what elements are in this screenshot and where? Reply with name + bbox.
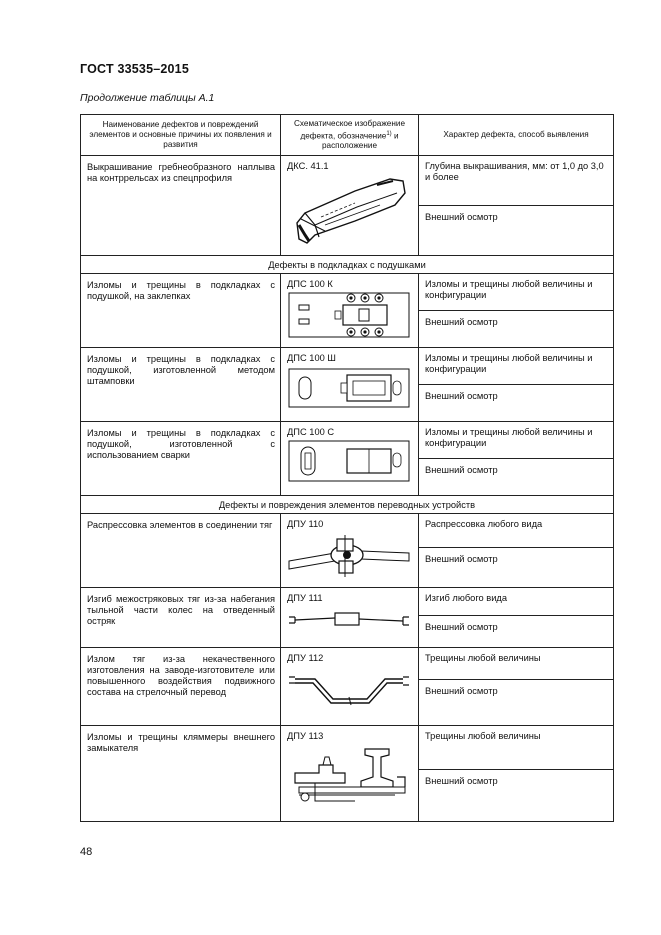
welded-pad-plate-drawing	[285, 439, 413, 483]
document-code: ГОСТ 33535–2015	[80, 62, 189, 76]
defect-character: Изломы и трещины любой величины и конфигурации	[419, 274, 614, 311]
rod-joint-drawing	[285, 531, 413, 579]
defect-character: Трещины любой величины	[419, 726, 614, 770]
table-row	[81, 514, 614, 548]
defect-name: Распрессовка элементов в соединении тяг	[81, 514, 281, 588]
defect-name: Изломы и трещины в подкладках с подушкой, на заклепках	[81, 274, 281, 348]
column-header-schematic-main: Схематическое изображение дефекта, обозначение	[293, 118, 406, 141]
defect-code: ДПС 100 Ш	[287, 353, 336, 363]
detection-method: Внешний осмотр	[419, 385, 614, 422]
column-header-schematic-tail: и расположение	[321, 131, 399, 151]
bent-switch-rod-drawing	[285, 605, 413, 635]
table-row	[81, 648, 614, 680]
footnote-mark: 1)	[386, 130, 392, 137]
defect-name: Излом тяг из-за некачественного изготовления на заводе-изготовителе или повышенного воздействия подвижного состава на стрелочный перевод	[81, 648, 281, 726]
table-header-row	[81, 115, 614, 156]
defect-name: Изломы и трещины в подкладках с подушкой, изготовленной с использованием сварки	[81, 422, 281, 496]
defect-schematic-cell	[281, 156, 419, 256]
defect-code: ДПУ 112	[287, 653, 324, 663]
defect-character: Изломы и трещины любой величины и конфигурации	[419, 422, 614, 459]
table-row	[81, 274, 614, 311]
section-row	[81, 256, 614, 274]
table-row	[81, 726, 614, 770]
broken-rod-drawing	[285, 665, 413, 709]
defect-name: Выкрашивание гребнеобразного наплыва на контррельсах из спецпрофиля	[81, 156, 281, 256]
defect-character: Трещины любой величины	[419, 648, 614, 680]
table-row	[81, 156, 614, 206]
detection-method: Внешний осмотр	[419, 548, 614, 588]
defect-code: ДПУ 113	[287, 731, 324, 741]
defect-code: ДПУ 111	[287, 593, 323, 603]
defect-character: Изломы и трещины любой величины и конфигурации	[419, 348, 614, 385]
table-row	[81, 422, 614, 459]
section-row	[81, 496, 614, 514]
defects-table	[80, 114, 614, 822]
section-title: Дефекты в подкладках с подушками	[81, 256, 614, 274]
column-header-name: Наименование дефектов и повреждений элементов и основные причины их появления и развития	[81, 115, 281, 156]
detection-method: Внешний осмотр	[419, 206, 614, 256]
page-number: 48	[80, 846, 93, 858]
table-row	[81, 588, 614, 616]
detection-method: Внешний осмотр	[419, 680, 614, 726]
defect-schematic-cell	[281, 422, 419, 496]
defect-schematic-cell	[281, 274, 419, 348]
defect-schematic-cell	[281, 648, 419, 726]
defect-code: ДПС 100 К	[287, 279, 333, 289]
column-header-character: Характер дефекта, способ выявления	[419, 115, 614, 156]
guard-rail-profile-drawing	[285, 173, 413, 251]
defect-schematic-cell	[281, 588, 419, 648]
defect-name: Изломы и трещины в подкладках с подушкой, изготовленной методом штамповки	[81, 348, 281, 422]
table-row	[81, 348, 614, 385]
detection-method: Внешний осмотр	[419, 459, 614, 496]
defect-code: ДПС 100 С	[287, 427, 335, 437]
section-title: Дефекты и повреждения элементов переводных устройств	[81, 496, 614, 514]
defect-name: Изломы и трещины кляммеры внешнего замыкателя	[81, 726, 281, 822]
defect-code: ДПУ 110	[287, 519, 324, 529]
detection-method: Внешний осмотр	[419, 616, 614, 648]
detection-method: Внешний осмотр	[419, 311, 614, 348]
column-header-schematic	[281, 115, 419, 156]
defect-character: Распрессовка любого вида	[419, 514, 614, 548]
riveted-pad-plate-drawing	[285, 291, 413, 339]
defect-code: ДКС. 41.1	[287, 161, 329, 171]
detection-method: Внешний осмотр	[419, 770, 614, 822]
table-continuation-label: Продолжение таблицы А.1	[80, 92, 215, 104]
defect-schematic-cell	[281, 348, 419, 422]
defect-character: Глубина выкрашивания, мм: от 1,0 до 3,0 и более	[419, 156, 614, 206]
defect-schematic-cell	[281, 726, 419, 822]
defect-schematic-cell	[281, 514, 419, 588]
defect-character: Изгиб любого вида	[419, 588, 614, 616]
stamped-pad-plate-drawing	[285, 365, 413, 411]
defect-name: Изгиб межостряковых тяг из-за набегания тыльной части колес на отведенный остряк	[81, 588, 281, 648]
external-lock-clamp-drawing	[285, 743, 413, 809]
